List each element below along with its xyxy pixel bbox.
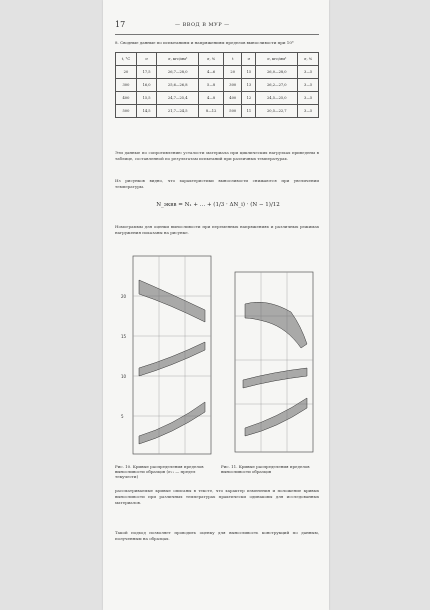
table-cell: 300	[224, 79, 242, 92]
table-cell: 4—6	[199, 66, 224, 79]
table-header-cell: σ	[242, 53, 256, 66]
table-header-cell: σ, %	[298, 53, 319, 66]
table-cell: 300	[116, 79, 137, 92]
table-cell: 3—5	[298, 79, 319, 92]
table-header-cell: σ, %	[199, 53, 224, 66]
y-tick: 5	[121, 414, 124, 419]
table-cell: 400	[116, 92, 137, 105]
y-tick: 20	[121, 294, 127, 299]
table-row	[116, 66, 319, 79]
document-page	[103, 0, 329, 610]
paragraph-4: рассматриваемые кривые описаны в тексте, что характер изменения и положение кривых выносливости при различных температурах практически одинаковы для исследованных материалов.	[115, 488, 319, 505]
table-cell: 24,5—25,0	[256, 92, 298, 105]
table-cell: 3—5	[298, 66, 319, 79]
table-cell: 11	[242, 105, 256, 118]
figure-left	[117, 250, 215, 460]
table-cell: 20	[224, 66, 242, 79]
figure-right	[221, 268, 317, 460]
table-cell: 20	[116, 66, 137, 79]
band-right-middle	[243, 368, 307, 388]
figure-left-caption: Рис. 10. Кривые распределения пределов выносливости образцов (σ₁₁ — предел текучести)	[115, 464, 204, 479]
table-cell: 17,5	[136, 66, 156, 79]
table-cell: 3—5	[298, 92, 319, 105]
table-header-row	[116, 53, 319, 66]
table-cell: 25,6—26,8	[157, 79, 199, 92]
table-header-cell: t	[224, 53, 242, 66]
figure-left-plot	[117, 250, 215, 460]
paragraph-3: Номограммы для оценки выносливости при переменных напряжениях и различных режимах нагружения показаны на рисунке.	[115, 224, 319, 235]
table-cell: 400	[224, 92, 242, 105]
data-table	[115, 52, 319, 118]
table-cell: 26,2—27,0	[256, 79, 298, 92]
table-header-cell: σ, кгс/мм²	[256, 53, 298, 66]
band-right-lower	[245, 398, 307, 436]
table-cell: 8—12	[199, 105, 224, 118]
page-number: 17	[115, 20, 126, 29]
band-upper	[139, 280, 205, 322]
table-caption: 8. Сводные данные по испытаниям и напряжениям пределов выносливости при 10⁸	[115, 40, 294, 45]
table-cell: 3—5	[298, 105, 319, 118]
band-lower	[139, 402, 205, 444]
table-cell: 24,7—25,4	[157, 92, 199, 105]
table-cell: 5—8	[199, 79, 224, 92]
y-tick: 15	[121, 334, 127, 339]
running-head: — ВВОД В МУР —	[175, 22, 230, 28]
table-cell: 12	[242, 92, 256, 105]
table-cell: 26,0—28,0	[256, 66, 298, 79]
table-cell: 14,5	[136, 105, 156, 118]
figure-right-plot	[221, 268, 317, 460]
paragraph-5: Такой подход позволяет проводить оценку для выносливость конструкций по данным, полученным на образцах.	[115, 530, 319, 541]
table-cell: 16,0	[136, 79, 156, 92]
y-tick: 10	[121, 374, 127, 379]
table-header-cell: t, °C	[116, 53, 137, 66]
page-header	[115, 20, 319, 30]
table-body	[116, 66, 319, 118]
table-cell: 500	[224, 105, 242, 118]
band-right-upper	[245, 302, 307, 348]
table-header-cell: σ	[136, 53, 156, 66]
table-cell: 15	[242, 66, 256, 79]
scan-margin-right	[329, 0, 430, 610]
table-cell: 21,7—24,5	[157, 105, 199, 118]
table-row	[116, 92, 319, 105]
table-header-cell: σ, кгс/мм²	[157, 53, 199, 66]
figure-right-caption: Рис. 11. Кривые распределения пределов выносливости образцов	[221, 464, 310, 474]
table-cell: 13	[242, 79, 256, 92]
formula: N_эквв = N₁ + … + (1/3 · ΔN_i) · (N − 1)/12	[156, 202, 280, 208]
paragraph-1: Эти данные по сопротивлению усталости материала при циклических нагрузках приведены в таблице, составленной по результатам испытаний при различных температурах.	[115, 150, 319, 161]
table-cell: 500	[116, 105, 137, 118]
table-row	[116, 79, 319, 92]
paragraph-2: Из рисунков видно, что характеристики выносливости снижаются при увеличении температуры.	[115, 178, 319, 189]
table-cell: 15,5	[136, 92, 156, 105]
table-cell: 4—8	[199, 92, 224, 105]
header-rule	[115, 34, 319, 35]
band-middle	[139, 342, 205, 376]
table-cell: 20,5—22,7	[256, 105, 298, 118]
table-row	[116, 105, 319, 118]
table-cell: 26,7—28,0	[157, 66, 199, 79]
scan-margin-left	[0, 0, 103, 610]
